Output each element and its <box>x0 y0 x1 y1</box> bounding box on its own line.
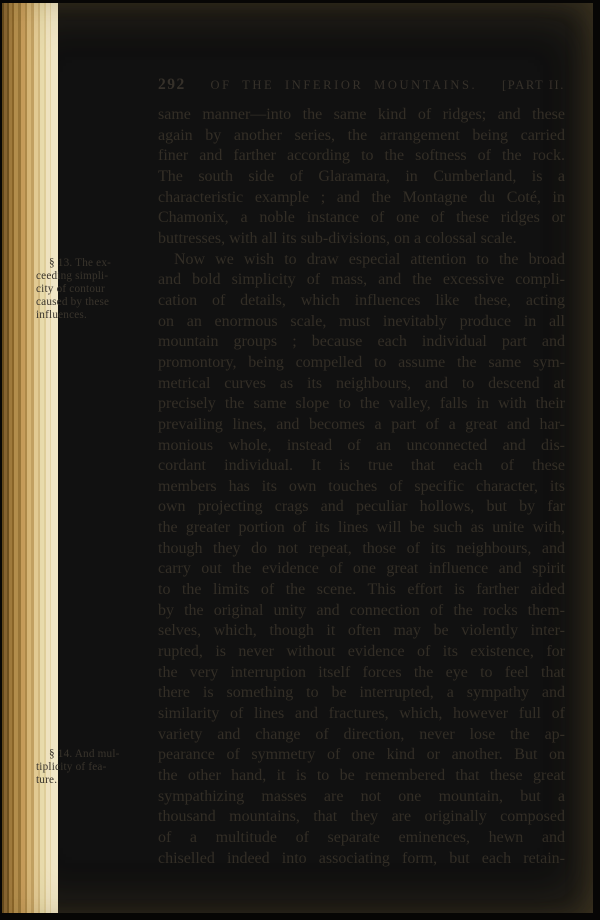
text-line: variety and change of direction, never lose the ap- <box>158 725 565 743</box>
margin-note-line: § 13. The ex- <box>49 257 112 269</box>
running-title: OF THE INFERIOR MOUNTAINS. <box>210 78 478 92</box>
scan-border-right <box>593 0 600 920</box>
text-line: pearance of symmetry of one kind or another. But on <box>158 746 565 764</box>
text-line: chiselled indeed into associating form, but each retain- <box>158 849 565 867</box>
margin-note-line: § 14. And mul- <box>49 748 120 760</box>
scan-border-left <box>0 0 2 920</box>
text-line: The south side of Glaramara, in Cumberland, is a <box>158 167 565 185</box>
text-line: metrical curves as its neighbours, and to descend at <box>158 374 565 392</box>
margin-note-section-13 <box>36 257 158 322</box>
text-line: similarity of lines and fractures, which, however full of <box>158 705 565 723</box>
text-line: prevailing lines, and becomes a part of a great and har- <box>158 415 565 433</box>
text-line: mountain groups ; because each individual part and <box>158 333 565 351</box>
scan-border-top <box>0 0 600 3</box>
text-line: members has its own touches of specific character, its <box>158 477 565 495</box>
margin-note-section-14 <box>36 748 158 787</box>
margin-note-line: tiplicity of fea- <box>36 761 107 774</box>
text-line: Chamonix, a noble instance of one of these ridges or <box>158 209 565 227</box>
text-line: Now we wish to draw especial attention to the broad <box>174 250 565 268</box>
margin-note-line: ture. <box>36 774 58 787</box>
text-line: precisely the same slope to the valley, falls in with their <box>158 395 565 413</box>
text-line: again by another series, the arrangement being carried <box>158 126 565 144</box>
scan-border-bottom <box>0 913 600 920</box>
text-line: to the limits of the scene. This effort is farther aided <box>158 581 565 599</box>
text-line: promontory, being compelled to assume the same sym- <box>158 353 565 371</box>
text-line: sympathizing masses are not one mountain, but a <box>158 787 565 805</box>
margin-note-line: influences. <box>36 309 87 322</box>
text-line: selves, which, though it often may be violently inter- <box>158 622 565 640</box>
body-text <box>158 105 565 869</box>
text-line: cordant individual. It is true that each of these <box>158 457 565 475</box>
text-line: on an enormous scale, must inevitably produce in all <box>158 312 565 330</box>
page-number: 292 <box>158 76 186 93</box>
text-line: own projecting crags and peculiar hollows, but by far <box>158 498 565 516</box>
text-line: same manner—into the same kind of ridges; and these <box>158 106 565 123</box>
text-line: the greater portion of its lines will be such as unite with, <box>158 519 565 537</box>
text-line: rupted, is never without evidence of its existence, for <box>158 643 565 661</box>
text-line: thousand mountains, that they are originally composed <box>158 808 565 826</box>
margin-note-line: ceeding simpli- <box>36 270 109 283</box>
page-header <box>158 76 565 94</box>
margin-note-line: caused by these <box>36 296 110 309</box>
text-line: characteristic example ; and the Montagne du Coté, in <box>158 188 565 206</box>
margin-note-line: city of contour <box>36 283 105 296</box>
text-line: by the original unity and connection of the rocks them- <box>158 601 565 619</box>
text-line: the other hand, it is to be remembered that these great <box>158 767 565 784</box>
part-label: [PART II. <box>502 78 565 92</box>
text-line: monious whole, instead of an unconnected and dis- <box>158 436 565 454</box>
text-line: carry out the evidence of one great influence and spirit <box>158 560 565 578</box>
text-line: though they do not repeat, those of its neighbours, and <box>158 539 565 557</box>
text-line: there is something to be interrupted, a sympathy and <box>158 684 565 702</box>
text-line: finer and farther according to the softness of the rock. <box>158 147 565 165</box>
text-line: buttresses, with all its sub-divisions, on a colossal scale. <box>158 229 517 247</box>
text-line: cation of details, which influences like these, acting <box>158 291 565 309</box>
text-line: and bold simplicity of mass, and the excessive compli- <box>158 271 565 289</box>
text-line: the very interruption itself forces the eye to feel that <box>158 663 565 681</box>
text-line: of a multitude of separate eminences, hewn and <box>158 828 565 846</box>
